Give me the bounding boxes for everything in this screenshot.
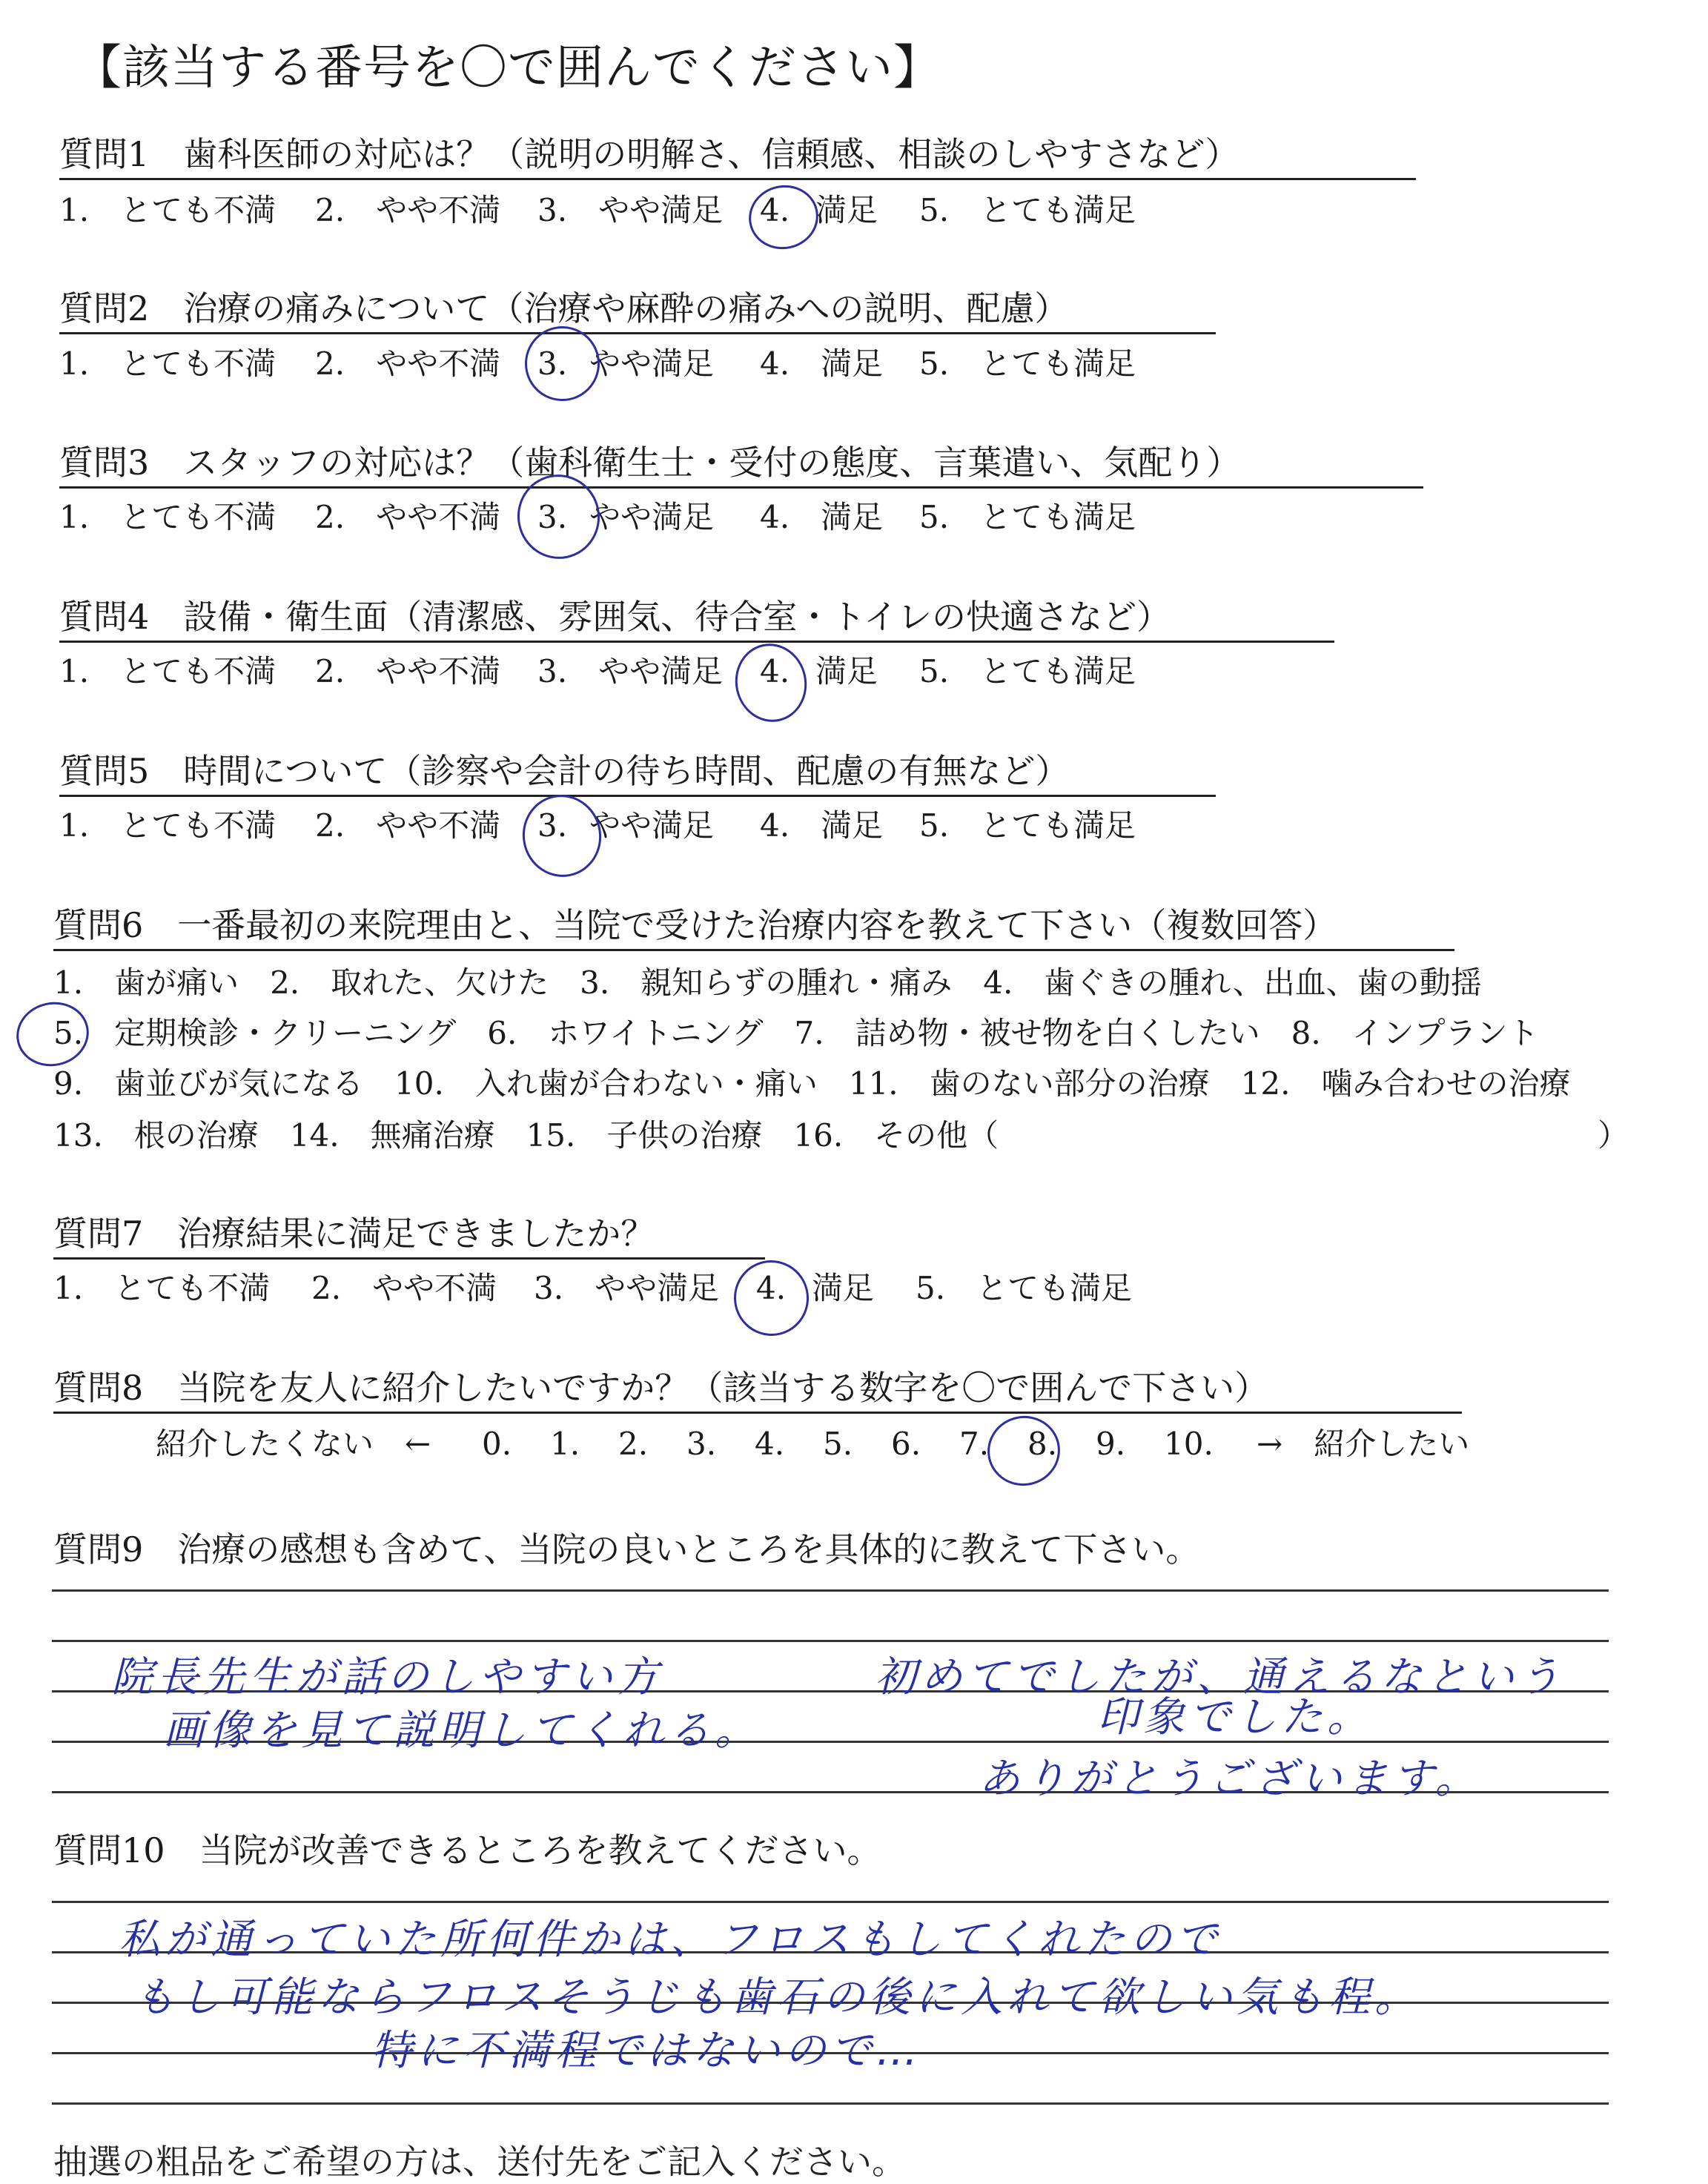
question-6-label: 質問6 一番最初の来院理由と、当院で受けた治療内容を教えて下さい（複数回答） (53, 905, 1337, 945)
q5-option-1[interactable]: 1. とても不満 (59, 807, 277, 844)
question-4-underline (59, 641, 1334, 643)
question-2-underline (59, 332, 1216, 334)
q5-option-4[interactable]: 4. 満足 (760, 807, 884, 844)
q5-option-5[interactable]: 5. とても満足 (919, 807, 1136, 844)
q2-option-2[interactable]: 2. やや不満 (315, 345, 501, 382)
question-7-underline (53, 1257, 765, 1260)
q6-options-row-1[interactable]: 1. 歯が痛い 2. 取れた、欠けた 3. 親知らずの腫れ・痛み 4. 歯ぐきの腫れ、出血、歯の動揺 (53, 964, 1482, 1001)
q9-answer-rule-2 (52, 1640, 1609, 1642)
q3-option-1[interactable]: 1. とても不満 (59, 499, 277, 535)
q6-other-close-paren: ） (1598, 1117, 1629, 1154)
question-3-underline (59, 486, 1423, 489)
q5-option-3-text[interactable]: やや満足 (589, 807, 715, 844)
q6-options-row-4[interactable]: 13. 根の治療 14. 無痛治療 15. 子供の治療 16. その他（ (53, 1117, 999, 1154)
q9-handwritten-line-1: 院長先生が話のしやすい方 (111, 1653, 663, 1701)
q10-answer-rule-5 (52, 2102, 1609, 2105)
q7-option-4-text[interactable]: 満足 (812, 1270, 875, 1306)
q1-option-3[interactable]: 3. やや満足 (537, 192, 724, 228)
q6-options-row-3[interactable]: 9. 歯並びが気になる 10. 入れ歯が合わない・痛い 11. 歯のない部分の治療 12. 噛み合わせの治療 (53, 1065, 1571, 1102)
q4-option-2[interactable]: 2. やや不満 (315, 653, 501, 689)
q10-handwritten-line-2: もし可能ならフロスそうじも歯石の後に入れて欲しい気も程。 (133, 1973, 1420, 2022)
question-9-label: 質問9 治療の感想も含めて、当院の良いところを具体的に教えて下さい。 (53, 1529, 1200, 1569)
q4-option-4-number[interactable]: 4. (760, 653, 790, 689)
q9-answer-rule-1 (52, 1589, 1609, 1592)
q4-option-1[interactable]: 1. とても不満 (59, 653, 277, 689)
q7-option-2[interactable]: 2. やや不満 (311, 1270, 497, 1306)
q1-option-2[interactable]: 2. やや不満 (315, 192, 501, 228)
q9-handwritten-line-4: 印象でした。 (1097, 1693, 1373, 1741)
question-8-label: 質問8 当院を友人に紹介したいですか？（該当する数字を〇で囲んで下さい） (53, 1368, 1269, 1408)
form-title: 【該当する番号を〇で囲んでください】 (74, 41, 941, 96)
question-4-label: 質問4 設備・衛生面（清潔感、雰囲気、待合室・トイレの快適さなど） (59, 597, 1171, 637)
q8-selection-circle (981, 1409, 1066, 1492)
q1-option-5[interactable]: 5. とても満足 (919, 192, 1136, 228)
q10-handwritten-line-3: 特に不満程ではないので… (371, 2027, 922, 2075)
question-1-underline (59, 178, 1416, 180)
q5-option-2[interactable]: 2. やや不満 (315, 807, 501, 844)
q2-option-3-text[interactable]: やや満足 (589, 345, 715, 382)
q6-selection-circle (10, 996, 95, 1073)
question-8-underline (53, 1412, 1462, 1414)
q8-scale-option-1[interactable]: 1. (550, 1426, 580, 1462)
q10-handwritten-line-1: 私が通っていた所何件かは、フロスもしてくれたので (119, 1916, 1222, 1964)
q2-option-4[interactable]: 4. 満足 (760, 345, 884, 382)
question-7-label: 質問7 治療結果に満足できましたか？ (53, 1214, 655, 1254)
q8-scale-left-label: 紹介したくない ← (156, 1426, 431, 1462)
q4-option-4-text[interactable]: 満足 (815, 653, 878, 689)
footer-note: 抽選の粗品をご希望の方は、送付先をご記入ください。 (53, 2142, 906, 2182)
q2-option-5[interactable]: 5. とても満足 (919, 345, 1136, 382)
q5-selection-circle (515, 787, 609, 884)
q2-option-3-number[interactable]: 3. (537, 345, 568, 382)
q7-option-1[interactable]: 1. とても不満 (53, 1270, 271, 1306)
q5-option-3-number[interactable]: 3. (537, 807, 568, 844)
q8-scale-option-4[interactable]: 4. (755, 1426, 785, 1462)
q8-scale-option-9[interactable]: 9. (1096, 1426, 1126, 1462)
question-6-underline (53, 949, 1454, 951)
q8-scale-option-6[interactable]: 6. (891, 1426, 921, 1462)
q3-option-2[interactable]: 2. やや不満 (315, 499, 501, 535)
q4-selection-circle (728, 637, 814, 729)
q8-scale-option-7[interactable]: 7. (959, 1426, 990, 1462)
q8-scale-option-8[interactable]: 8. (1027, 1426, 1058, 1462)
q3-option-4[interactable]: 4. 満足 (760, 499, 884, 535)
q1-option-4-text[interactable]: 満足 (815, 192, 878, 228)
q9-handwritten-line-3: 画像を見て説明してくれる。 (163, 1707, 761, 1755)
q4-option-5[interactable]: 5. とても満足 (919, 653, 1136, 689)
question-5-underline (59, 795, 1216, 797)
q8-scale-option-10[interactable]: 10. (1164, 1426, 1214, 1462)
q1-option-1[interactable]: 1. とても不満 (59, 192, 277, 228)
q7-option-5[interactable]: 5. とても満足 (916, 1270, 1133, 1306)
q8-scale-option-0[interactable]: 0. (482, 1426, 512, 1462)
q7-option-3[interactable]: 3. やや満足 (534, 1270, 720, 1306)
q3-option-3-number[interactable]: 3. (537, 499, 568, 535)
q8-scale-right-label: → 紹介したい (1257, 1426, 1470, 1462)
q6-options-row-2[interactable]: 5. 定期検診・クリーニング 6. ホワイトニング 7. 詰め物・被せ物を白くしたい 8. インプラント (53, 1015, 1539, 1051)
q1-option-4-number[interactable]: 4. (760, 192, 790, 228)
q9-handwritten-line-2: 初めてでしたが、通えるなという (875, 1653, 1564, 1701)
q8-scale-option-5[interactable]: 5. (823, 1426, 853, 1462)
q8-scale-option-2[interactable]: 2. (618, 1426, 649, 1462)
q10-answer-rule-1 (52, 1901, 1609, 1903)
question-2-label: 質問2 治療の痛みについて（治療や麻酔の痛みへの説明、配慮） (59, 288, 1069, 328)
question-5-label: 質問5 時間について（診察や会計の待ち時間、配慮の有無など） (59, 751, 1070, 791)
question-1-label: 質問1 歯科医師の対応は？（説明の明解さ、信頼感、相談のしやすさなど） (59, 134, 1239, 174)
q3-option-3-text[interactable]: やや満足 (589, 499, 715, 535)
q8-scale-option-3[interactable]: 3. (686, 1426, 717, 1462)
q9-handwritten-line-5: ありがとうございます。 (979, 1755, 1481, 1803)
q7-option-4-number[interactable]: 4. (756, 1270, 787, 1306)
q4-option-3[interactable]: 3. やや満足 (537, 653, 724, 689)
q1-selection-circle (743, 179, 824, 256)
q7-selection-circle (727, 1254, 816, 1343)
q2-option-1[interactable]: 1. とても不満 (59, 345, 277, 382)
question-3-label: 質問3 スタッフの対応は？（歯科衛生士・受付の態度、言葉遣い、気配り） (59, 443, 1241, 483)
q3-option-5[interactable]: 5. とても満足 (919, 499, 1136, 535)
question-10-label: 質問10 当院が改善できるところを教えてください。 (53, 1830, 881, 1870)
